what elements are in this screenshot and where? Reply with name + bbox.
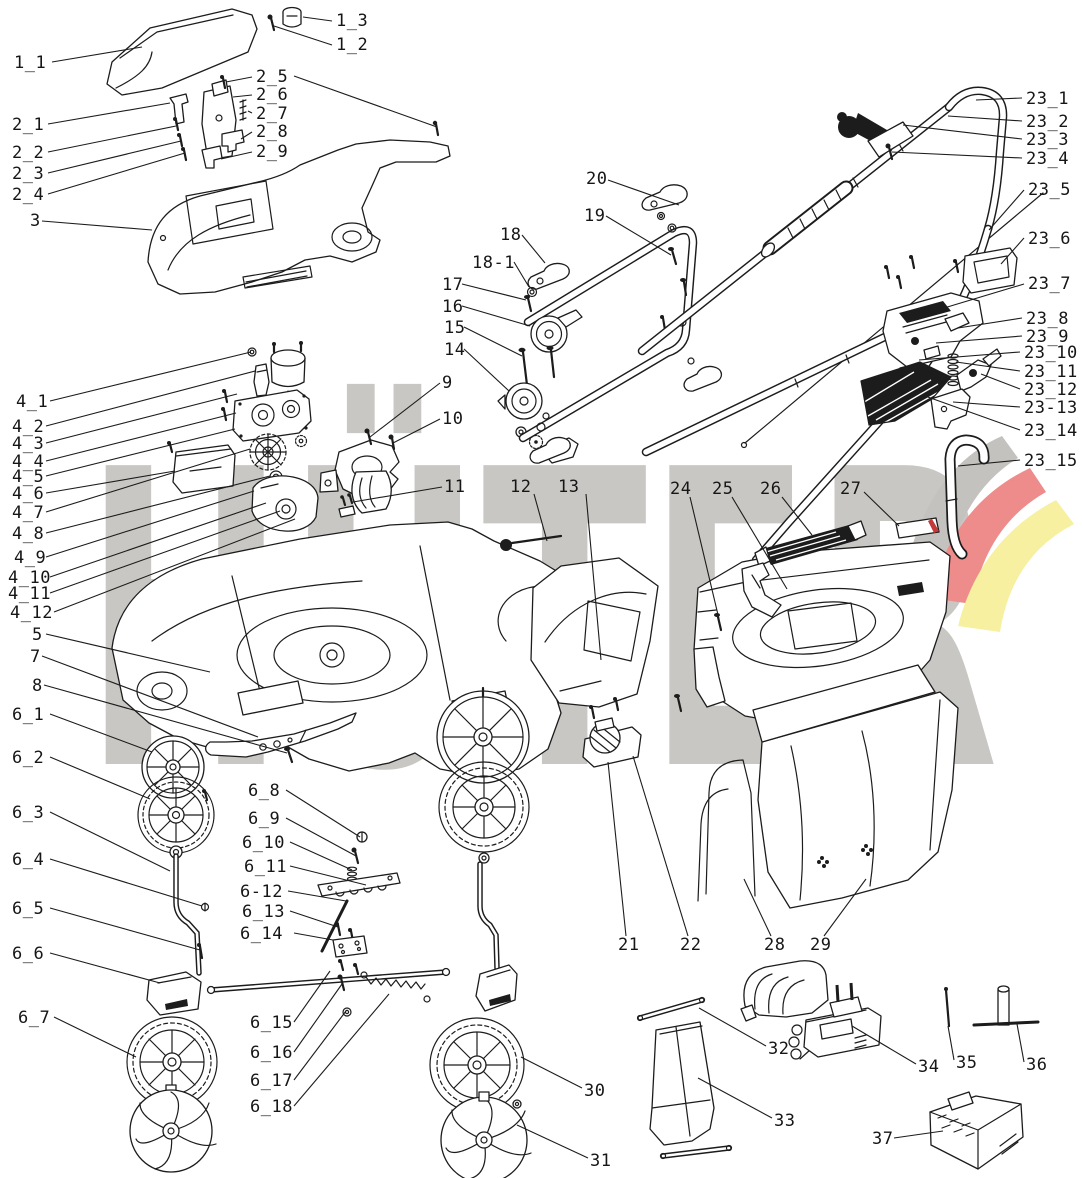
part-label-6_13: 6_13 xyxy=(242,902,285,922)
part-label-23_11: 23_11 xyxy=(1024,362,1078,382)
part-label-21: 21 xyxy=(618,935,640,955)
part-label-30: 30 xyxy=(584,1081,606,1101)
part-label-1_2: 1_2 xyxy=(336,35,369,55)
part-label-23_14: 23_14 xyxy=(1024,421,1078,441)
part-label-4_1: 4_1 xyxy=(16,392,49,412)
part-label-23_6: 23_6 xyxy=(1028,229,1071,249)
part-label-7: 7 xyxy=(30,647,41,667)
part-label-8: 8 xyxy=(32,676,43,696)
part-label-6_18: 6_18 xyxy=(250,1097,293,1117)
part-label-23-13: 23-13 xyxy=(1024,398,1078,418)
part-label-23_12: 23_12 xyxy=(1024,380,1078,400)
part-label-34: 34 xyxy=(918,1057,940,1077)
part-label-23_3: 23_3 xyxy=(1026,130,1069,150)
part-label-2_2: 2_2 xyxy=(12,143,45,163)
part-label-6_9: 6_9 xyxy=(248,809,281,829)
part-label-11: 11 xyxy=(444,477,466,497)
part-label-6_1: 6_1 xyxy=(12,705,45,725)
part-label-14: 14 xyxy=(444,340,466,360)
part-label-19: 19 xyxy=(584,206,606,226)
part-label-18-1: 18-1 xyxy=(472,253,515,273)
part-label-13: 13 xyxy=(558,477,580,497)
part-label-23_4: 23_4 xyxy=(1026,149,1069,169)
part-label-23_10: 23_10 xyxy=(1024,343,1078,363)
part-label-23_9: 23_9 xyxy=(1026,327,1069,347)
part-label-20: 20 xyxy=(586,169,608,189)
part-label-6_16: 6_16 xyxy=(250,1043,293,1063)
part-label-12: 12 xyxy=(510,477,532,497)
part-label-4_5: 4_5 xyxy=(12,467,45,487)
part-label-26: 26 xyxy=(760,479,782,499)
part-label-2_3: 2_3 xyxy=(12,164,45,184)
part-label-1_1: 1_1 xyxy=(14,53,47,73)
part-label-36: 36 xyxy=(1026,1055,1048,1075)
part-label-37: 37 xyxy=(872,1129,894,1149)
part-label-22: 22 xyxy=(680,935,702,955)
part-label-2_6: 2_6 xyxy=(256,85,289,105)
part-label-6_17: 6_17 xyxy=(250,1071,293,1091)
part-label-6_7: 6_7 xyxy=(18,1008,51,1028)
part-label-6_3: 6_3 xyxy=(12,803,45,823)
part-label-9: 9 xyxy=(442,373,453,393)
part-label-6_2: 6_2 xyxy=(12,748,45,768)
part-label-4_2: 4_2 xyxy=(12,417,45,437)
part-label-6_8: 6_8 xyxy=(248,781,281,801)
part-label-2_5: 2_5 xyxy=(256,67,289,87)
part-label-6_4: 6_4 xyxy=(12,850,45,870)
part-label-32: 32 xyxy=(768,1039,790,1059)
part-label-3: 3 xyxy=(30,211,41,231)
part-label-25: 25 xyxy=(712,479,734,499)
part-label-31: 31 xyxy=(590,1151,612,1171)
part-label-5: 5 xyxy=(32,625,43,645)
part-label-18: 18 xyxy=(500,225,522,245)
part-label-6-12: 6-12 xyxy=(240,882,283,902)
part-label-35: 35 xyxy=(956,1053,978,1073)
part-label-4_8: 4_8 xyxy=(12,524,45,544)
part-label-2_4: 2_4 xyxy=(12,185,45,205)
part-label-4_3: 4_3 xyxy=(12,434,45,454)
part-label-4_9: 4_9 xyxy=(14,548,47,568)
part-label-4_7: 4_7 xyxy=(12,503,45,523)
part-label-24: 24 xyxy=(670,479,692,499)
part-label-2_1: 2_1 xyxy=(12,115,45,135)
part-label-1_3: 1_3 xyxy=(336,11,369,31)
part-label-16: 16 xyxy=(442,297,464,317)
part-label-23_15: 23_15 xyxy=(1024,451,1078,471)
part-label-17: 17 xyxy=(442,275,464,295)
part-label-23_2: 23_2 xyxy=(1026,112,1069,132)
part-label-4_4: 4_4 xyxy=(12,452,45,472)
part-label-4_11: 4_11 xyxy=(8,584,51,604)
part-label-6_15: 6_15 xyxy=(250,1013,293,1033)
part-label-10: 10 xyxy=(442,409,464,429)
part-label-2_7: 2_7 xyxy=(256,104,289,124)
part-label-23_1: 23_1 xyxy=(1026,89,1069,109)
part-label-4_12: 4_12 xyxy=(10,603,53,623)
part-label-27: 27 xyxy=(840,479,862,499)
part-label-23_5: 23_5 xyxy=(1028,180,1071,200)
part-label-6_10: 6_10 xyxy=(242,833,285,853)
part-label-6_14: 6_14 xyxy=(240,924,283,944)
part-label-6_5: 6_5 xyxy=(12,899,45,919)
part-label-4_10: 4_10 xyxy=(8,568,51,588)
part-label-23_7: 23_7 xyxy=(1028,274,1071,294)
part-label-2_9: 2_9 xyxy=(256,142,289,162)
part-label-23_8: 23_8 xyxy=(1026,309,1069,329)
part-label-2_8: 2_8 xyxy=(256,122,289,142)
part-label-28: 28 xyxy=(764,935,786,955)
part-label-29: 29 xyxy=(810,935,832,955)
part-label-4_6: 4_6 xyxy=(12,484,45,504)
part-label-6_11: 6_11 xyxy=(244,857,287,877)
part-label-15: 15 xyxy=(444,318,466,338)
part-label-6_6: 6_6 xyxy=(12,944,45,964)
part-label-33: 33 xyxy=(774,1111,796,1131)
